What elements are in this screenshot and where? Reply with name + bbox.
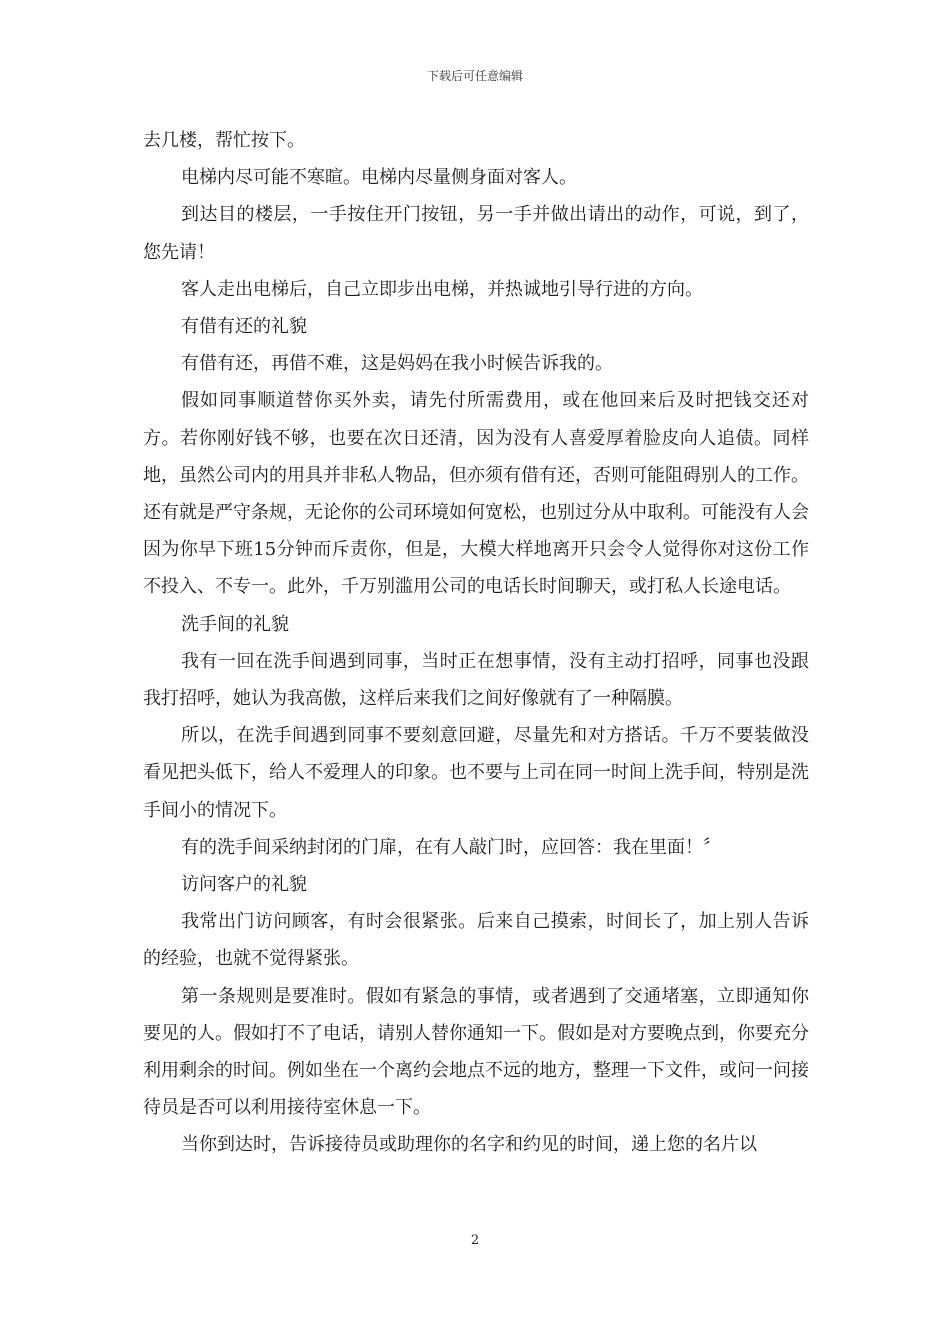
section-heading: 访问客户的礼貌: [181, 874, 307, 896]
paragraph: 当你到达时，告诉接待员或助理你的名字和约见的时间，递上您的名片以: [181, 1134, 757, 1156]
paragraph: 到达目的楼层，一手按住开门按钮，另一手并做出请出的动作，可说，到了，您先请！: [143, 204, 809, 263]
paragraph: 去几楼，帮忙按下。: [143, 130, 305, 151]
paragraph: 第一条规则是要准时。假如有紧急的事情，或者遇到了交通堵塞，立即通知你要见的人。假如打不了电话，请别人替你通知一下。假如是对方要晚点到，你要充分利用剩余的时间。例如坐在一个离约会地点不远的地方，整理一下文件，或问一问接待员是否可以利用接待室休息一下。: [143, 985, 809, 1119]
paragraph: 有的洗手间采纳封闭的门扉，在有人敲门时，应回答：我在里面！〞: [181, 836, 721, 858]
paragraph: 客人走出电梯后，自己立即步出电梯，并热诚地引导行进的方向。: [181, 278, 703, 300]
paragraph: 电梯内尽可能不寒暄。电梯内尽量侧身面对客人。: [181, 167, 577, 189]
section-heading: 有借有还的礼貌: [181, 316, 307, 338]
paragraph: 我有一回在洗手间遇到同事，当时正在想事情，没有主动打招呼，同事也没跟我打招呼，她认为我高傲，这样后来我们之间好像就有了一种隔膜。: [143, 650, 809, 710]
paragraph: 所以，在洗手间遇到同事不要刻意回避，尽量先和对方搭话。千万不要装做没看见把头低下，给人不爱理人的印象。也不要与上司在同一时间上洗手间，特别是洗手间小的情况下。: [143, 725, 809, 821]
document-body: [143, 122, 809, 1164]
page-header: 下载后可任意编辑: [426, 69, 523, 83]
paragraph: 假如同事顺道替你买外卖，请先付所需费用，或在他回来后及时把钱交还对方。若你刚好钱不够，也要在次日还清，因为没有人喜爱厚着脸皮向人追债。同样地，虽然公司内的用具并非私人物品，但亦须有借有还，否则可能阻碍别人的工作。还有就是严守条规，无论你的公司环境如何宽松，也别过分从中取利。可能没有人会因为你早下班15分钟而斥责你，但是，大模大样地离开只会令人觉得你对这份工作不投入、不专一。此外，千万别滥用公司的电话长时间聊天，或打私人长途电话。: [143, 390, 809, 598]
page-number: 2: [470, 1233, 480, 1248]
paragraph: 我常出门访问顾客，有时会很紧张。后来自己摸索，时间长了，加上别人告诉的经验，也就不觉得紧张。: [143, 911, 809, 970]
paragraph: 有借有还，再借不难，这是妈妈在我小时候告诉我的。: [181, 353, 613, 375]
section-heading: 洗手间的礼貌: [181, 613, 289, 635]
